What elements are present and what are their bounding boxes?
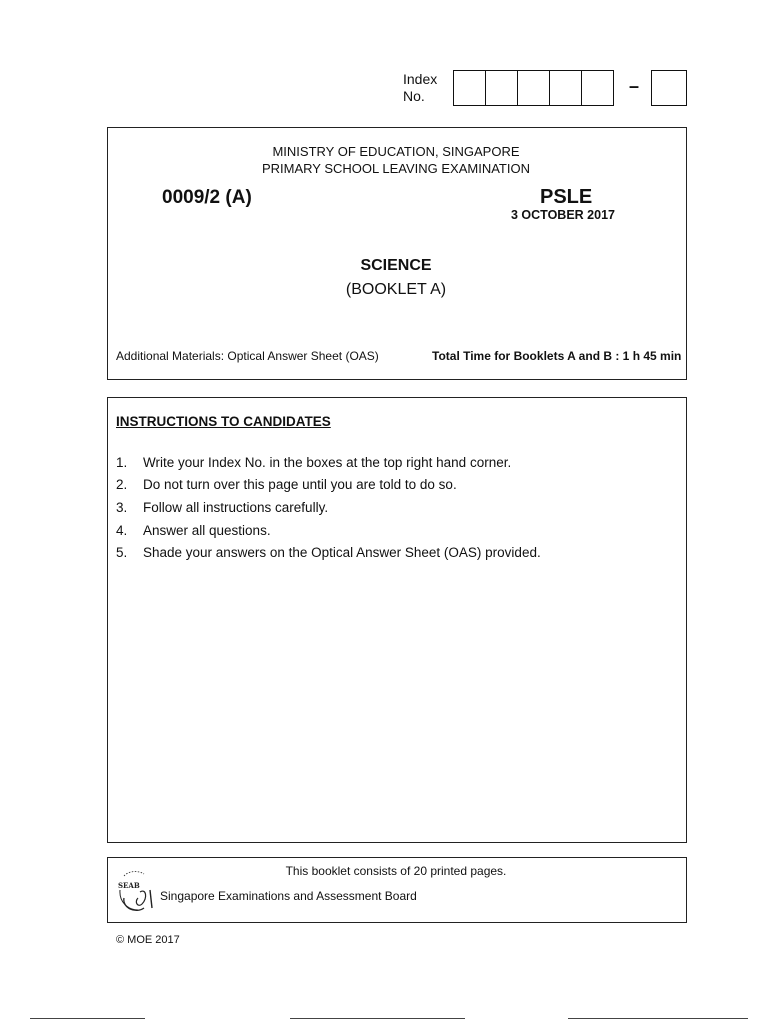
index-no-label: Index No. [403,71,438,104]
booklet-label: (BOOKLET A) [345,281,447,298]
index-box[interactable] [453,70,486,106]
paper-code: 0009/2 (A) [162,187,252,208]
index-box[interactable] [486,70,518,106]
divider [30,1018,145,1019]
copyright: © MOE 2017 [116,934,180,946]
index-box[interactable] [518,70,550,106]
list-item: 3. Follow all instructions carefully. [116,499,329,515]
exam-date: 3 OCTOBER 2017 [511,208,615,222]
list-item: 1. Write your Index No. in the boxes at the top right hand corner. [116,454,512,470]
index-no-boxes [453,70,614,106]
total-time: Total Time for Booklets A and B : 1 h 45 min [432,349,682,363]
instructions-list [116,451,541,564]
subject-title: SCIENCE [360,257,432,274]
index-box-class[interactable] [651,70,687,106]
list-item: 5. Shade your answers on the Optical Answer Sheet (OAS) provided. [116,545,541,561]
divider [568,1018,748,1019]
exam-short-name: PSLE [540,186,593,208]
index-dash: – [629,76,640,96]
instructions-heading: INSTRUCTIONS TO CANDIDATES [116,414,331,429]
index-box[interactable] [550,70,582,106]
seab-logo-icon [114,868,160,914]
ministry-title: MINISTRY OF EDUCATION, SINGAPORE [272,144,520,159]
list-item: 4. Answer all questions. [116,522,271,538]
svg-text:SEAB: SEAB [118,881,140,890]
list-item: 2. Do not turn over this page until you are told to do so. [116,477,457,493]
exam-name: PRIMARY SCHOOL LEAVING EXAMINATION [261,161,530,176]
additional-materials: Additional Materials: Optical Answer Sheet (OAS) [116,349,379,363]
divider [290,1018,465,1019]
pages-note: This booklet consists of 20 printed pages. [285,864,507,878]
index-box[interactable] [582,70,614,106]
board-name: Singapore Examinations and Assessment Board [160,889,417,903]
